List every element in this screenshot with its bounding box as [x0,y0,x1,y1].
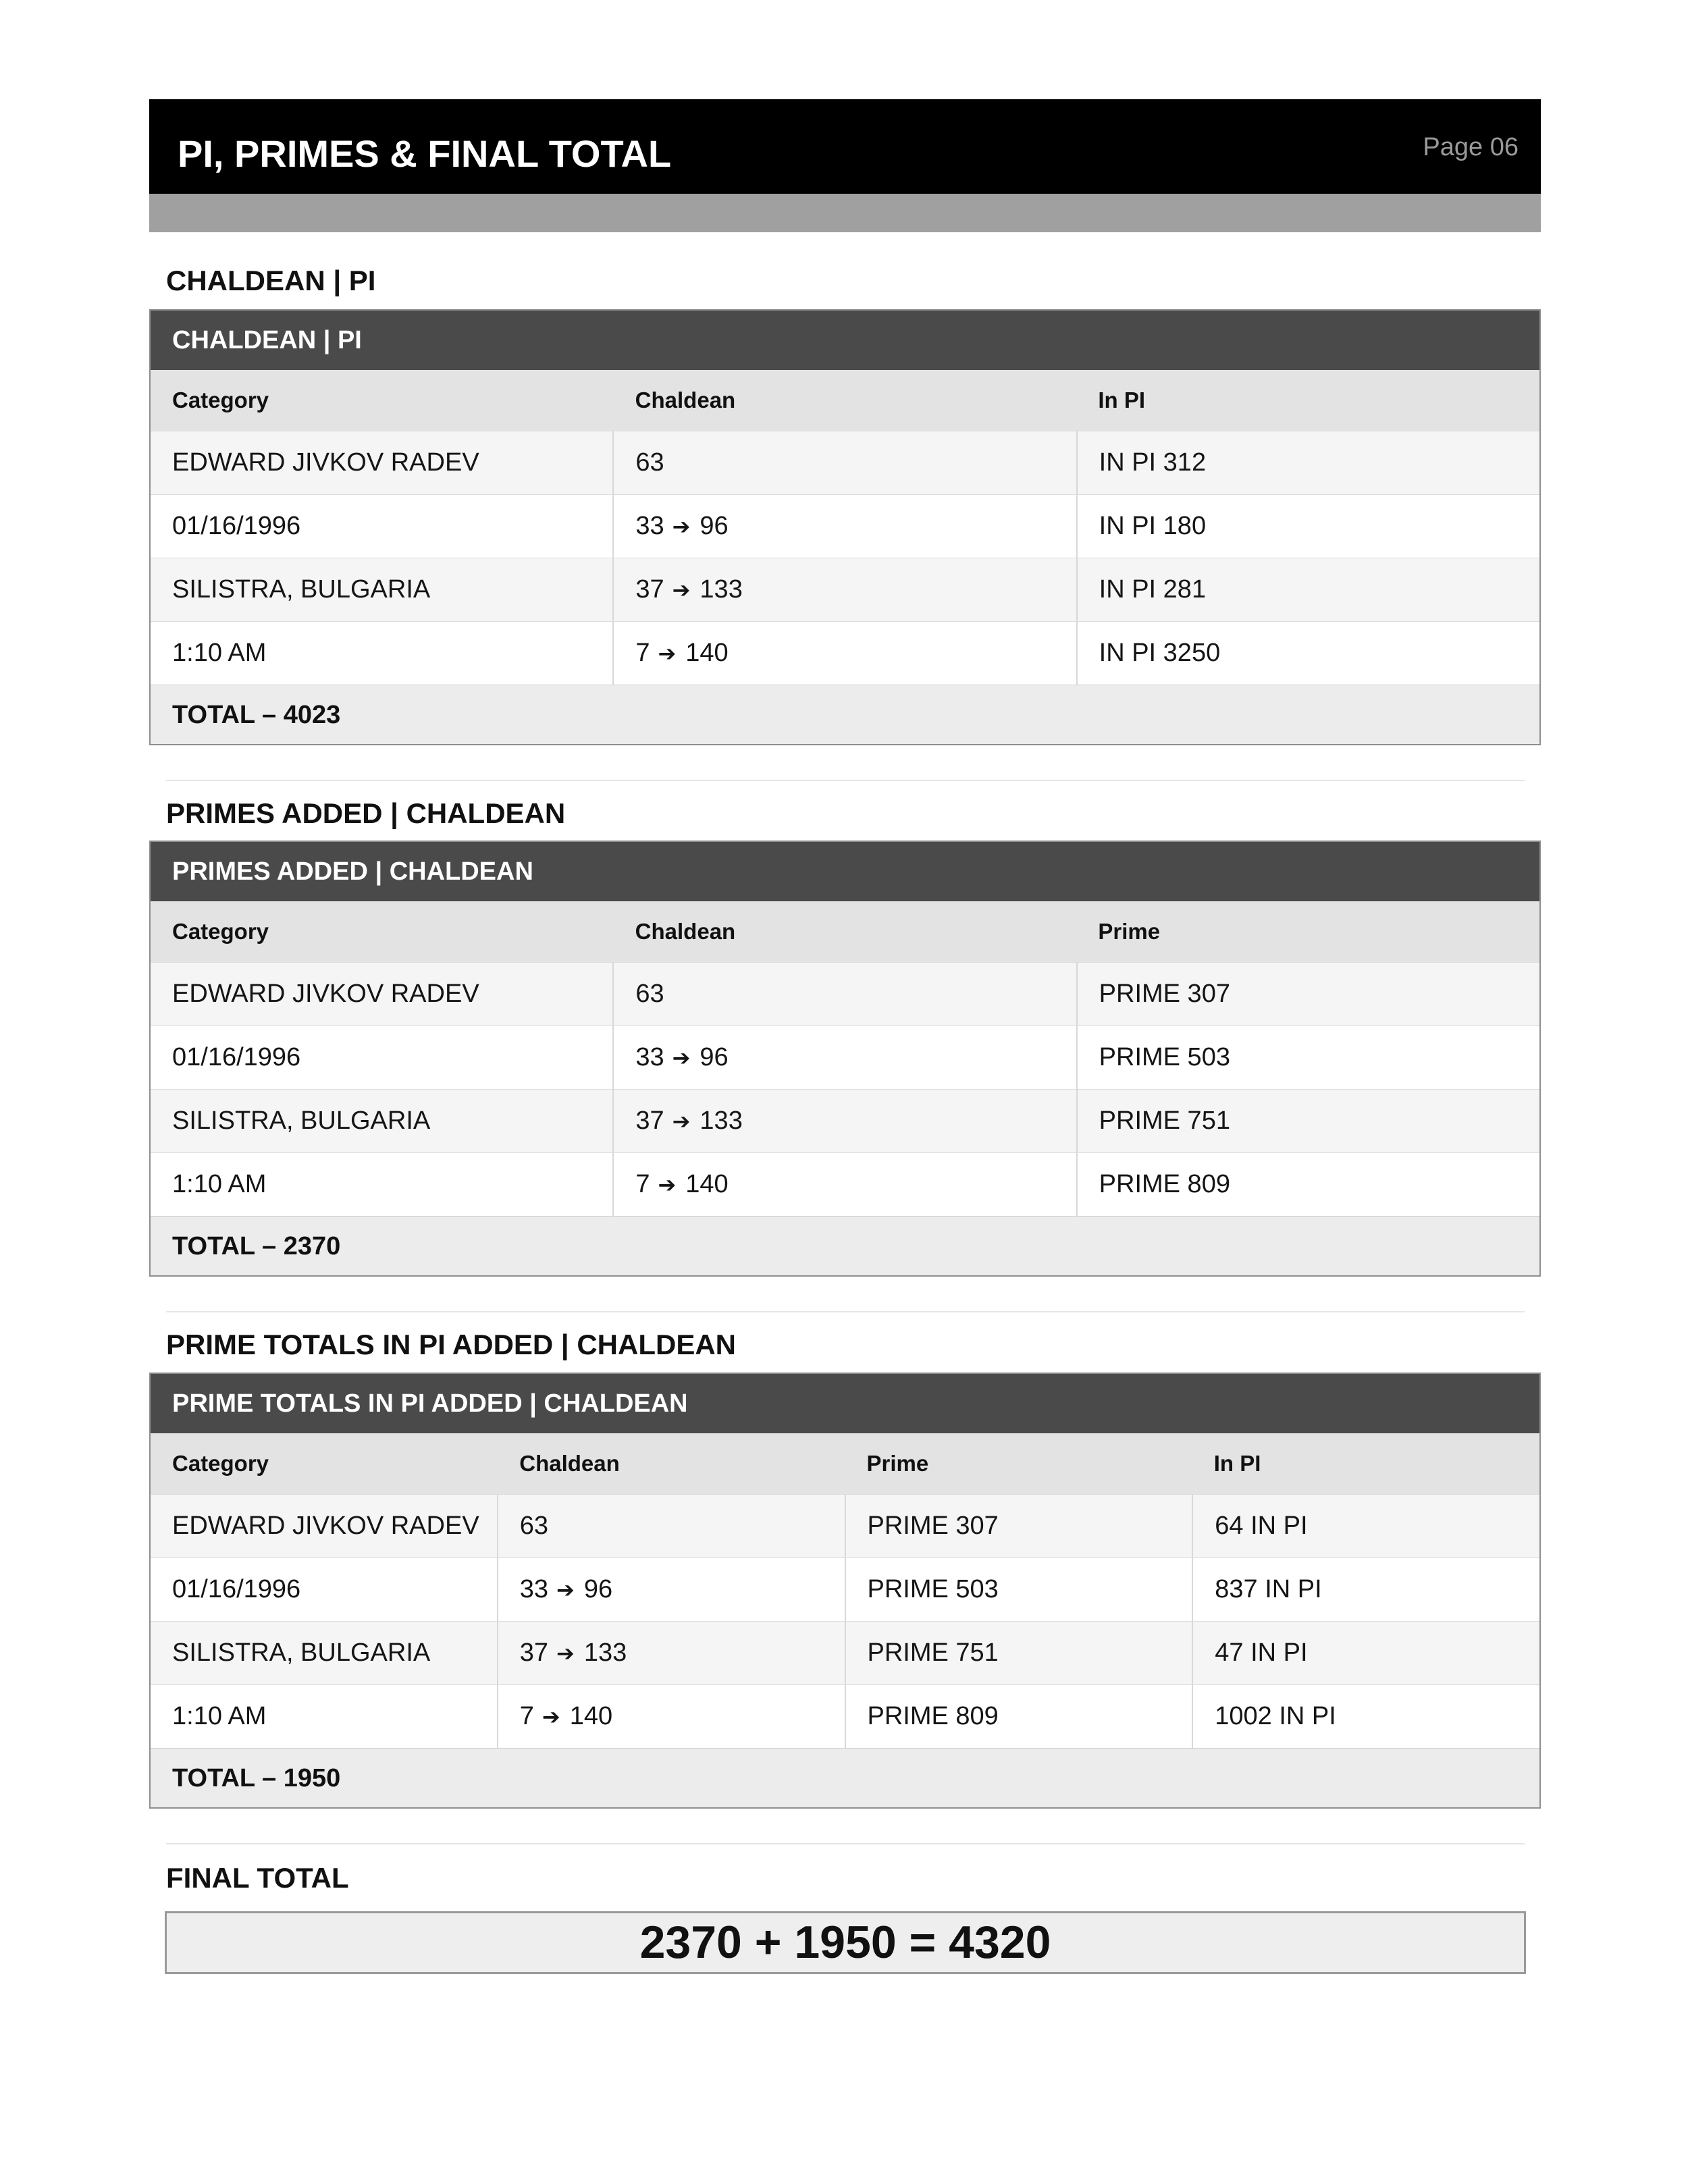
category-cell: EDWARD JIVKOV RADEV [172,980,479,1008]
page-header [149,99,1541,194]
table-caption: CHALDEAN | PI [151,311,1539,370]
chaldean-value: 7 [519,1702,534,1730]
prime-cell: PRIME 307 [1076,963,1539,1026]
table-row [151,1089,1539,1152]
table-row [151,494,1539,558]
prime-cell: PRIME 751 [1076,1090,1539,1152]
chaldean-value: 63 [635,980,664,1008]
page-number: Page 06 [1423,133,1519,161]
arrow-right-icon: ➔ [658,1172,677,1197]
in-pi-cell: IN PI 3250 [1076,622,1539,685]
header-band [149,194,1541,232]
prime-cell: PRIME 503 [1076,1026,1539,1089]
table-prime-totals-in-pi [149,1373,1541,1809]
chaldean-value: 33 [635,1043,664,1071]
category-cell: SILISTRA, BULGARIA [172,1107,431,1135]
arrow-right-icon: ➔ [672,1045,691,1070]
column-header: Category [172,388,269,412]
chaldean-value: 37 [635,1107,664,1135]
column-header: In PI [1213,1451,1261,1476]
chaldean-cell [612,1026,1076,1089]
column-header: Prime [1098,919,1161,944]
category-cell: 01/16/1996 [172,512,301,540]
table-chaldean-pi [149,309,1541,745]
table-caption: PRIMES ADDED | CHALDEAN [151,842,1539,901]
prime-cell: PRIME 751 [845,1622,1192,1684]
arrow-right-icon: ➔ [672,514,691,539]
section-divider [166,1311,1525,1312]
column-header: Chaldean [635,388,736,412]
chaldean-cell [612,963,1076,1026]
table-caption: PRIME TOTALS IN PI ADDED | CHALDEAN [151,1374,1539,1433]
chaldean-cell [612,622,1076,685]
table-primes-added [149,841,1541,1277]
column-header: Chaldean [635,919,736,944]
in-pi-cell: 64 IN PI [1192,1495,1539,1557]
prime-cell: PRIME 809 [845,1685,1192,1748]
in-pi-cell: 47 IN PI [1192,1622,1539,1684]
chaldean-result: 133 [700,575,743,604]
chaldean-result: 133 [700,1107,743,1135]
chaldean-result: 133 [583,1639,627,1667]
chaldean-cell [612,1090,1076,1152]
table-row [151,1684,1539,1748]
chaldean-cell [497,1558,845,1621]
prime-cell: PRIME 503 [845,1558,1192,1621]
table-total: TOTAL – 2370 [151,1216,1539,1275]
in-pi-cell: 837 IN PI [1192,1558,1539,1621]
chaldean-value: 33 [519,1575,549,1603]
table-row [151,962,1539,1026]
chaldean-result: 96 [700,1043,729,1071]
table-row [151,1494,1539,1557]
chaldean-result: 96 [583,1575,613,1603]
chaldean-value: 7 [635,639,650,667]
category-cell: 1:10 AM [172,1702,267,1730]
table-row [151,1026,1539,1089]
chaldean-value: 33 [635,512,664,540]
in-pi-cell: 1002 IN PI [1192,1685,1539,1748]
category-cell: 1:10 AM [172,639,267,667]
section-divider [166,780,1525,781]
table-row [151,431,1539,494]
chaldean-cell [497,1622,845,1684]
chaldean-value: 63 [519,1512,549,1540]
section-title-prime-totals-in-pi: PRIME TOTALS IN PI ADDED | CHALDEAN [166,1329,736,1360]
section-title-primes-added: PRIMES ADDED | CHALDEAN [166,797,566,829]
chaldean-result: 140 [569,1702,613,1730]
in-pi-cell: IN PI 180 [1076,495,1539,558]
section-divider [166,1843,1525,1844]
chaldean-value: 37 [635,575,664,604]
final-total-equation: 2370 + 1950 = 4320 [165,1911,1526,1974]
category-cell: SILISTRA, BULGARIA [172,575,431,604]
table-header-row [151,370,1539,431]
table-total: TOTAL – 1950 [151,1748,1539,1807]
in-pi-cell: IN PI 312 [1076,431,1539,494]
arrow-right-icon: ➔ [556,1641,575,1666]
chaldean-result: 96 [700,512,729,540]
arrow-right-icon: ➔ [658,641,677,666]
chaldean-cell [612,558,1076,621]
table-row [151,1557,1539,1621]
category-cell: EDWARD JIVKOV RADEV [172,448,479,477]
table-total: TOTAL – 4023 [151,685,1539,744]
category-cell: EDWARD JIVKOV RADEV [172,1512,479,1540]
column-header: In PI [1098,388,1146,412]
page-title: PI, PRIMES & FINAL TOTAL [178,132,672,175]
arrow-right-icon: ➔ [672,577,691,602]
column-header: Prime [866,1451,929,1476]
section-title-final-total: FINAL TOTAL [166,1862,349,1894]
table-row [151,558,1539,621]
category-cell: 01/16/1996 [172,1043,301,1071]
chaldean-cell [612,431,1076,494]
arrow-right-icon: ➔ [542,1704,560,1729]
table-row [151,1621,1539,1684]
arrow-right-icon: ➔ [672,1109,691,1134]
chaldean-cell [612,1153,1076,1216]
chaldean-cell [497,1495,845,1557]
chaldean-value: 63 [635,448,664,477]
category-cell: SILISTRA, BULGARIA [172,1639,431,1667]
chaldean-result: 140 [685,639,729,667]
table-row [151,1152,1539,1216]
prime-cell: PRIME 809 [1076,1153,1539,1216]
chaldean-value: 7 [635,1170,650,1198]
chaldean-result: 140 [685,1170,729,1198]
category-cell: 01/16/1996 [172,1575,301,1603]
column-header: Chaldean [519,1451,620,1476]
prime-cell: PRIME 307 [845,1495,1192,1557]
category-cell: 1:10 AM [172,1170,267,1198]
table-header-row [151,901,1539,962]
chaldean-cell [612,495,1076,558]
column-header: Category [172,919,269,944]
chaldean-value: 37 [519,1639,549,1667]
table-row [151,621,1539,685]
table-header-row [151,1433,1539,1494]
section-title-chaldean-pi: CHALDEAN | PI [166,265,376,296]
column-header: Category [172,1451,269,1476]
in-pi-cell: IN PI 281 [1076,558,1539,621]
arrow-right-icon: ➔ [556,1577,575,1602]
chaldean-cell [497,1685,845,1748]
